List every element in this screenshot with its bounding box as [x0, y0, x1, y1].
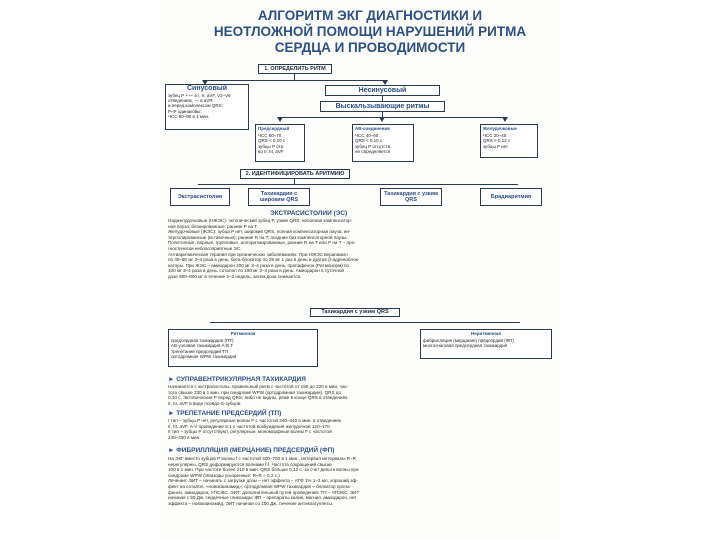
narrow-tachy-header: Тахикардия с узким QRS: [310, 308, 400, 317]
connector: [205, 80, 385, 81]
svt-text: Начинается с экстрасистолы, правильный ритм с частотой от 150 до 220 в мин, час- тота свыше 230 в 1 мин. при синдроме WPW (ортодромная тахикардия). QRS до 0,10 с. Эктопические P перед QRS, либо не видны, реже в конце QRS в отведениях II, III, aVF в виде псевдо-S-зубцов.: [168, 384, 349, 406]
extrasystole-text: Наджелудочковые (НЖЭС): эктопический зубец P, узкие QRS, неполная компенсатор- ная пауза; блокированные: ранние P на T. Желудочковые (ЖЭС): зубца P нет, широкий QRS, полная компенсаторная пауза; ин- терполированные (вставочные); ранние R на T; поздние без компенсаторной паузы. Политопные, парные, групповые, аллоритмированные, ранние R на T или P на T – про- гностически неблагоприятные ЭС. Антиаритмическая терапия при органических заболеваниях: При НЖЭС верапамил по 40–80 мг 3–4 раза в день, бета-блокатор по 25 мг 1 раз в день и другие β-адреноблок- каторы. При ЖЭС – амиодарон 200 мг 3–4 раза в день, пропафенон (Ритмонорм) по 100 мг 3–4 раза в день, соталол по 160 мг 3–4 раза в день. Амиодарон в суточной дозе 600–800 мг в течение 2–3 недель, затем доза снижается.: [168, 218, 360, 279]
page-title: АЛГОРИТМ ЭКГ ДИАГНОСТИКИ И НЕОТЛОЖНОЙ ПОМОЩИ НАРУШЕНИЙ РИТМА СЕРДЦА И ПРОВОДИМОСТИ: [213, 8, 527, 55]
arrow-icon: [379, 117, 385, 122]
atrial-fibrillation-section-title: ► ФИБРИЛЛЯЦИЯ (МЕРЦАНИЕ) ПРЕДСЕРДИЙ (ФП): [168, 447, 335, 454]
sinus-title: Синусовый: [186, 85, 228, 92]
atrial-rhythm-box: Предсердный ЧСС 60–70 QRS < 0,10 с зубцы P отр. во II, III, aVF: [255, 124, 305, 162]
connector: [198, 184, 518, 185]
bradyarrhythmia-box: Брадиаритмия: [480, 188, 542, 206]
atrial-flutter-text: I тип – зубцы P нет, регулярные волны F с частотой 240–340 в мин. в отведениях II, III, aVF. A-V проведение 2:1 с частотой возбуждения желудочков 120–170 II тип – зубцы P отсутствуют, регулярные, мономорфные волны F с частотой 240–430 в мин.: [168, 418, 342, 440]
connector: [280, 117, 505, 118]
arrow-icon: [502, 117, 508, 122]
sinus-criteria: зубец P +++ в I, II, aVF, V2–V6 отведениях, — в aVR и перед комплексом QRS; P–P одинаковы; ЧСС 60–90 в 1 мин.: [168, 93, 231, 119]
step1-box: 1. ОПРЕДЕЛИТЬ РИТМ: [258, 64, 332, 74]
document-page: [160, 0, 560, 540]
nonsinus-box: Несинусовый: [325, 85, 440, 96]
arrow-icon: [277, 117, 283, 122]
extrasystole-box: Экстрасистолия: [170, 188, 230, 206]
sinus-box: [165, 84, 249, 130]
regular-tachy-box: Ритмичная предсердная тахикардия (ПТ) AB-узловая тахикардия А-В Т трепетание предсердий ТП ортодромная WPW тахикардия: [168, 329, 318, 367]
narrow-qrs-tachycardia-box: Тахикардия с узким QRS: [380, 188, 442, 206]
extrasystole-section-title: ЭКСТРАСИСТОЛИИ (ЭС): [270, 210, 348, 217]
wide-qrs-tachycardia-box: Тахикардия с широким QRS: [248, 188, 310, 206]
av-junction-rhythm-box: AB-соединения ЧСС 40–60 QRS < 0,10 с зубец P отсутств. не определяется: [352, 124, 414, 162]
ectopic-rhythms-box: Выскальзывающие ритмы: [320, 101, 445, 112]
svt-section-title: ► СУПРАВЕНТРИКУЛЯРНАЯ ТАХИКАРДИЯ: [168, 376, 306, 383]
connector: [210, 322, 520, 323]
atrial-fibrillation-text: На ЭКГ вместо зубцов P волны f с частотой 400–700 в 1 мин., интервал интервалы R–R нерегулярны. QRS деформируются волнами f-f. Частота сокращений свыше 100 в 1 мин. При частоте более 210 в мин. QRS больше 0,12 с. за счет дельта волны при синдроме WPW (Эпизоды ускоренные: R–R = 0,2 с.) Лечение: ЭИТ – начинать с загрузки дозы – нет эффекта – АТФ 1% 1–3 мл, хороший эф- фект на соталол, «новокаинамид», ортодромная WPW тахикардия – блокатор пропа- фенон, амиодарон, УПСЖС. ЭИТ: дополнительный путей проведения: ТП – ЧПЭКС, ЭИТ начиная с 50 Дж, сердечные гликозиды; ФП – препараты калия, магния, амиодарон, нет эффекта – новокаинамид, ЭИТ начиная со 100 Дж, лечение антикоагулянты.: [168, 456, 360, 506]
step2-box: 2. ИДЕНТИФИЦИРОВАТЬ АРИТМИЮ: [240, 169, 350, 179]
atrial-flutter-section-title: ► ТРЕПЕТАНИЕ ПРЕДСЕРДИЙ (ТП): [168, 410, 282, 417]
ventricular-rhythm-box: Желудочковые ЧСС 20–40 QRS > 0,12 с зубцы P нет: [480, 124, 538, 158]
irregular-tachy-box: Неритмичная фибрилляция (мерцание) предсердий (ФП) многоочаговая предсердная тахикардия: [420, 329, 552, 359]
